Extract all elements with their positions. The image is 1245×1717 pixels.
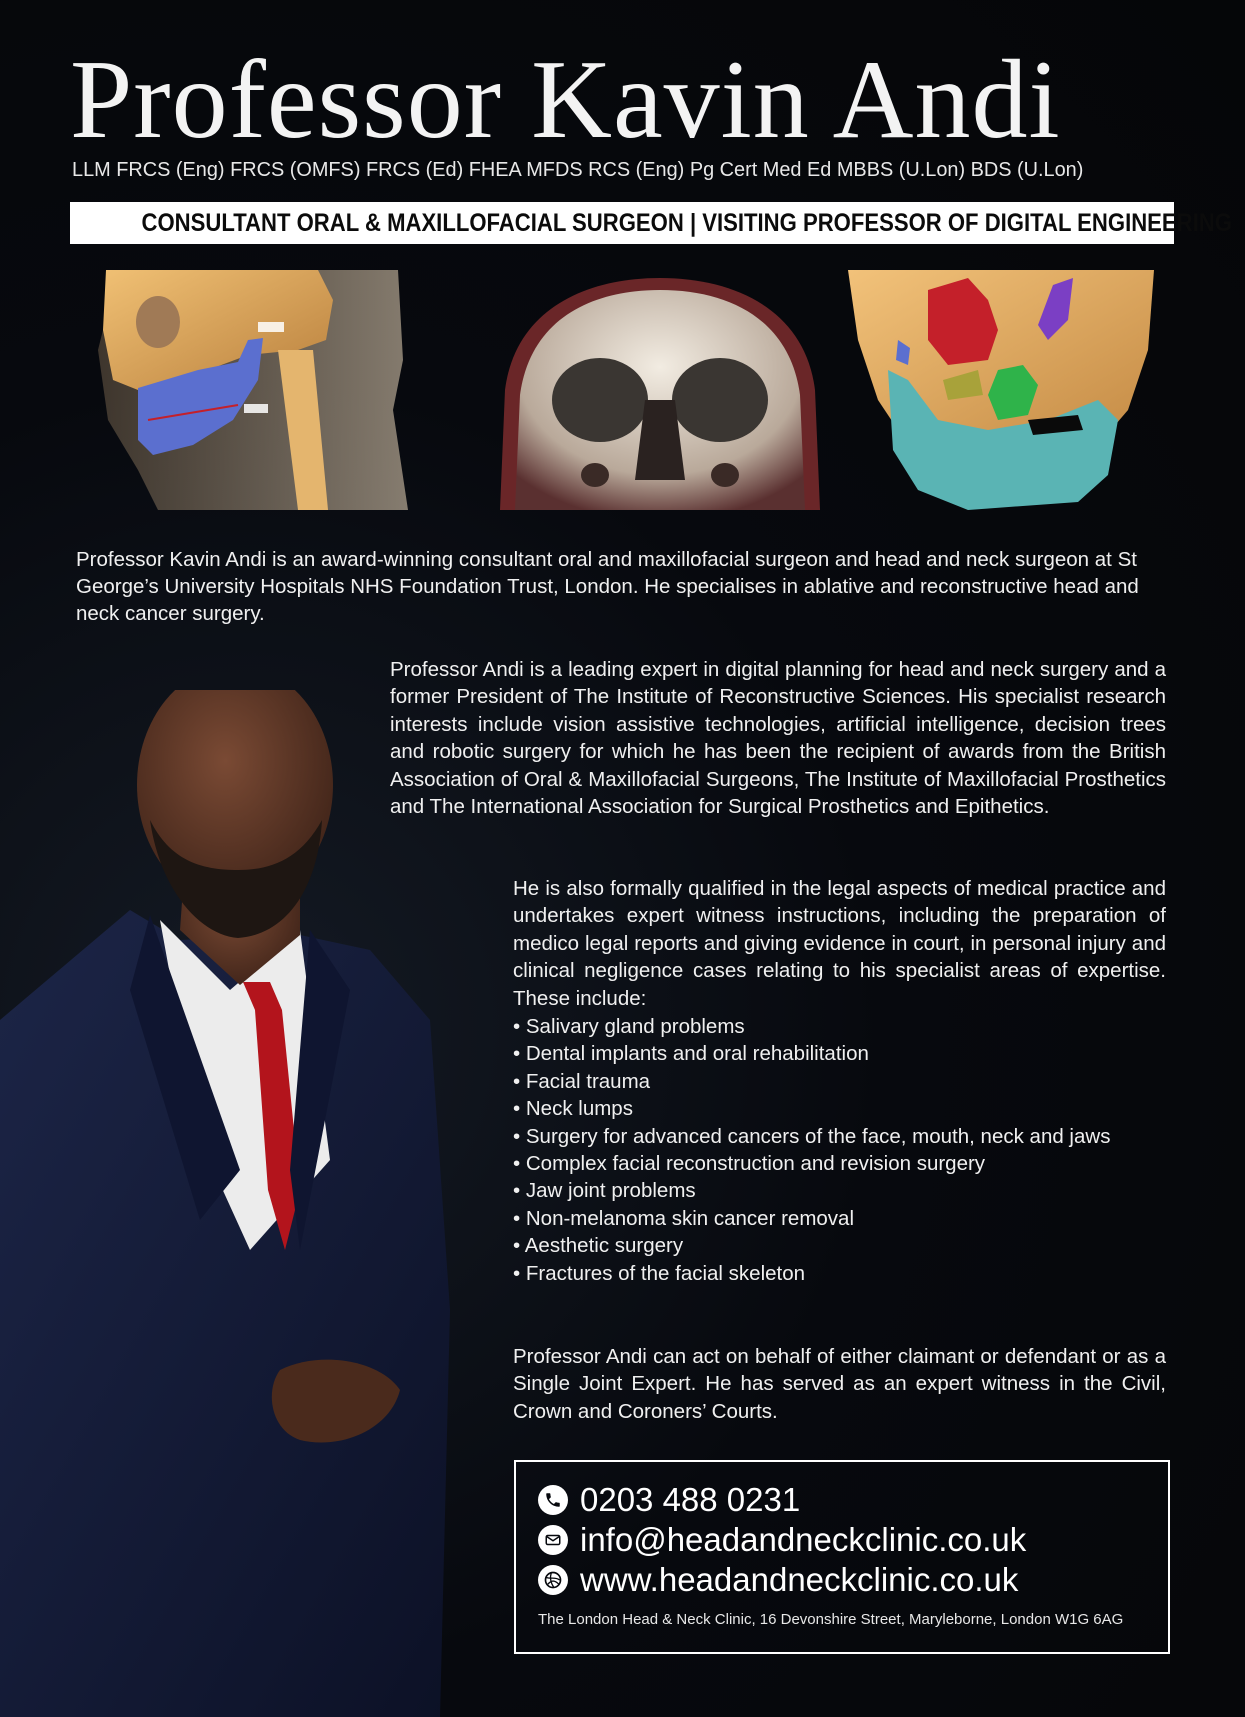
role-banner: CONSULTANT ORAL & MAXILLOFACIAL SURGEON | VISITING PROFESSOR OF DIGITAL ENGINEERING <box>70 202 1174 244</box>
frontal-skull-scan-image <box>495 270 825 510</box>
list-item: • Salivary gland problems <box>513 1013 1113 1040</box>
clinic-address: The London Head & Neck Clinic, 16 Devonshire Street, Maryleborne, London W1G 6AG <box>538 1611 1124 1628</box>
research-paragraph: Professor Andi is a leading expert in digital planning for head and neck surgery and a former President of The Institute of Reconstructive Sciences. His specialist research interests include vision assistive technologies, artificial intelligence, decision trees and robotic surgery for which he has been the recipient of awards from the British Association of Oral & Maxillofacial Surgeons, The Institute of Maxillofacial Prosthetics and The International Association for Surgical Prosthetics and Epithetics. <box>390 658 1166 819</box>
expertise-list <box>513 1013 1113 1287</box>
contact-box <box>514 1460 1170 1654</box>
legal-paragraph: He is also formally qualified in the legal aspects of medical practice and undertakes expert witness instructions, including the preparation of medico legal reports and giving evidence in court, in personal injury and clinical negligence cases relating to his specialist areas of expertise. These include: <box>513 877 1166 1010</box>
list-item: • Complex facial reconstruction and revision surgery <box>513 1150 1113 1177</box>
list-item: • Non-melanoma skin cancer removal <box>513 1205 1113 1232</box>
portrait-photo <box>0 690 480 1717</box>
list-item: • Surgery for advanced cancers of the face, mouth, neck and jaws <box>513 1123 1113 1150</box>
phone-number: 0203 488 0231 <box>580 1481 801 1518</box>
qualifications: LLM FRCS (Eng) FRCS (OMFS) FRCS (Ed) FHEA MFDS RCS (Eng) Pg Cert Med Ed MBBS (U.Lon) BDS (U.Lon) <box>72 159 1084 181</box>
list-item: • Neck lumps <box>513 1095 1113 1122</box>
email-link: info@headandneckclinic.co.uk <box>580 1521 1027 1558</box>
page-title: Professor Kavin Andi <box>70 38 1061 162</box>
lateral-skull-scan-image <box>98 270 418 510</box>
list-item: • Fractures of the facial skeleton <box>513 1260 1113 1287</box>
phone-icon <box>538 1485 568 1515</box>
website-row[interactable] <box>538 1560 1146 1600</box>
phone-row[interactable] <box>538 1480 1146 1520</box>
globe-icon <box>538 1565 568 1595</box>
list-item: • Aesthetic surgery <box>513 1232 1113 1259</box>
email-row[interactable] <box>538 1520 1146 1560</box>
closing-paragraph: Professor Andi can act on behalf of either claimant or defendant or as a Single Joint Expert. He has served as an expert witness in the Civil, Crown and Coroners’ Courts. <box>513 1345 1166 1423</box>
segmented-skull-scan-image <box>848 270 1154 510</box>
list-item: • Dental implants and oral rehabilitation <box>513 1040 1113 1067</box>
list-item: • Facial trauma <box>513 1068 1113 1095</box>
scan-images <box>0 270 1245 510</box>
intro-paragraph: Professor Kavin Andi is an award-winning consultant oral and maxillofacial surgeon and head and neck surgeon at St George’s University Hospitals NHS Foundation Trust, London. He specialises in ablative and reconstructive head and neck cancer surgery. <box>76 548 1139 625</box>
website-link: www.headandneckclinic.co.uk <box>580 1561 1019 1598</box>
list-item: • Jaw joint problems <box>513 1177 1113 1204</box>
email-icon <box>538 1525 568 1555</box>
